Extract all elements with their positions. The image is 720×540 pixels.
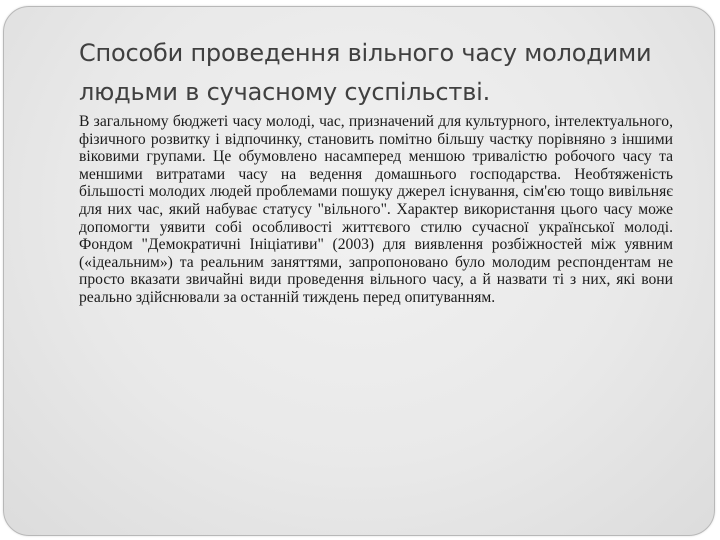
slide-body-text: В загальному бюджеті часу молоді, час, призначений для культурного, інтелектуального, фізичного розвитку і відпочинку, становить помітно більшу частку порівняно з іншими віковими групами. Це обумовлено насамперед меншою тривалістю робочого часу та меншими витратами часу на ведення домашнього господарства. Необтяженість більшості молодих людей проблемами пошуку джерел існування, сім'єю тощо вивільняє для них час, який набуває статусу "вільного". Характер використання цього часу може допомогти уявити собі особливості життєвого стилю сучасної української молоді. Фондом "Демократичні Ініціативи" (2003) для виявлення розбіжностей між уявним («ідеальним») та реальним заняттями, запропоновано було молодим респондентам не просто вказати звичайні види проведення вільного часу, а й назвати ті з них, які вони реально здійснювали за останній тиждень перед опитуванням.	[79, 113, 673, 306]
slide-title: Способи проведення вільного часу молодими людьми в сучасному суспільстві.	[79, 39, 652, 106]
